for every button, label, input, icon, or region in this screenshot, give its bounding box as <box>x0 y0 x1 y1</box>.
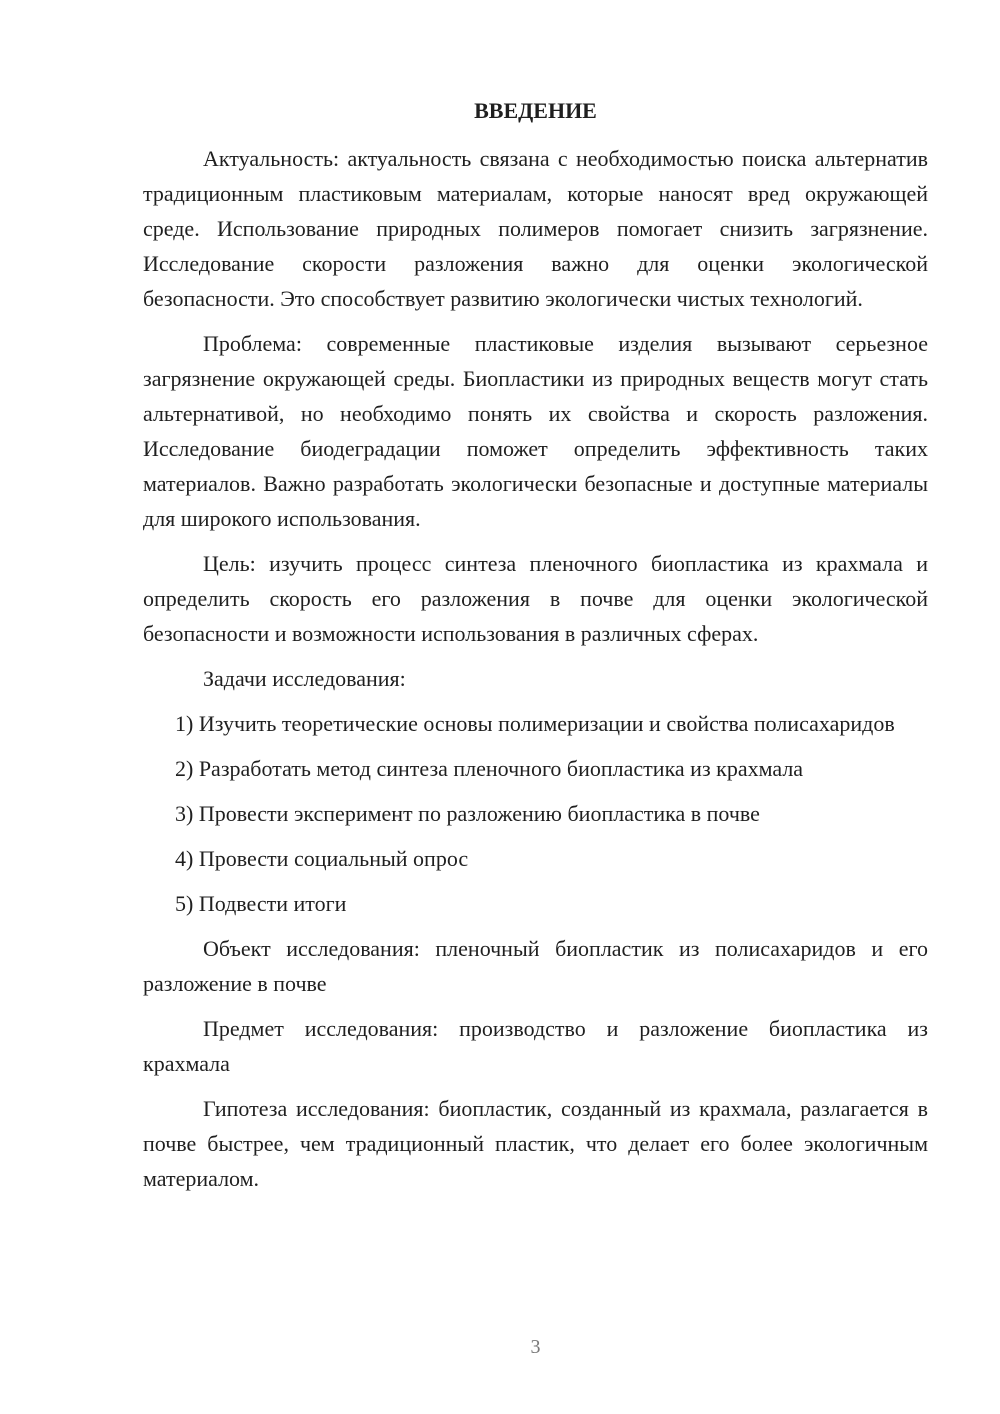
goal-paragraph: Цель: изучить процесс синтеза пленочного биопластика из крахмала и определить скорость его разложения в почве для оценки экологической безопасности и возможности использования в различных сферах. <box>143 551 928 646</box>
relevance-paragraph: Актуальность: актуальность связана с необходимостью поиска альтернатив традиционным пластиковым материалам, которые наносят вред окружающей среде. Использование природных полимеров помогает снизить загрязнение. Исследование скорости разложения важно для оценки экологической безопасности. Это способствует развитию экологически чистых технологий. <box>143 146 928 311</box>
tasks-heading: Задачи исследования: <box>203 666 406 691</box>
task-item: 3) Провести эксперимент по разложению биопластика в почве <box>175 801 760 826</box>
subject-paragraph: Предмет исследования: производство и разложение биопластика из крахмала <box>143 1016 928 1076</box>
object-paragraph: Объект исследования: пленочный биопластик из полисахаридов и его разложение в почве <box>143 936 928 996</box>
problem-paragraph: Проблема: современные пластиковые изделия вызывают серьезное загрязнение окружающей среды. Биопластики из природных веществ могут стать альтернативой, но необходимо понять их свойства и скорость разложения. Исследование биодеградации поможет определить эффективность таких материалов. Важно разработать экологически безопасные и доступные материалы для широкого использования. <box>143 331 928 531</box>
task-item: 2) Разработать метод синтеза пленочного биопластика из крахмала <box>175 756 804 781</box>
page-title: ВВЕДЕНИЕ <box>474 98 597 123</box>
task-item: 1) Изучить теоретические основы полимеризации и свойства полисахаридов <box>175 711 895 736</box>
page-number: 3 <box>530 1336 541 1358</box>
document-body <box>143 141 928 1206</box>
task-item: 4) Провести социальный опрос <box>175 846 469 871</box>
hypothesis-paragraph: Гипотеза исследования: биопластик, созданный из крахмала, разлагается в почве быстрее, чем традиционный пластик, что делает его более экологичным материалом. <box>143 1096 928 1191</box>
document-page <box>143 0 928 1414</box>
task-item: 5) Подвести итоги <box>175 891 347 916</box>
